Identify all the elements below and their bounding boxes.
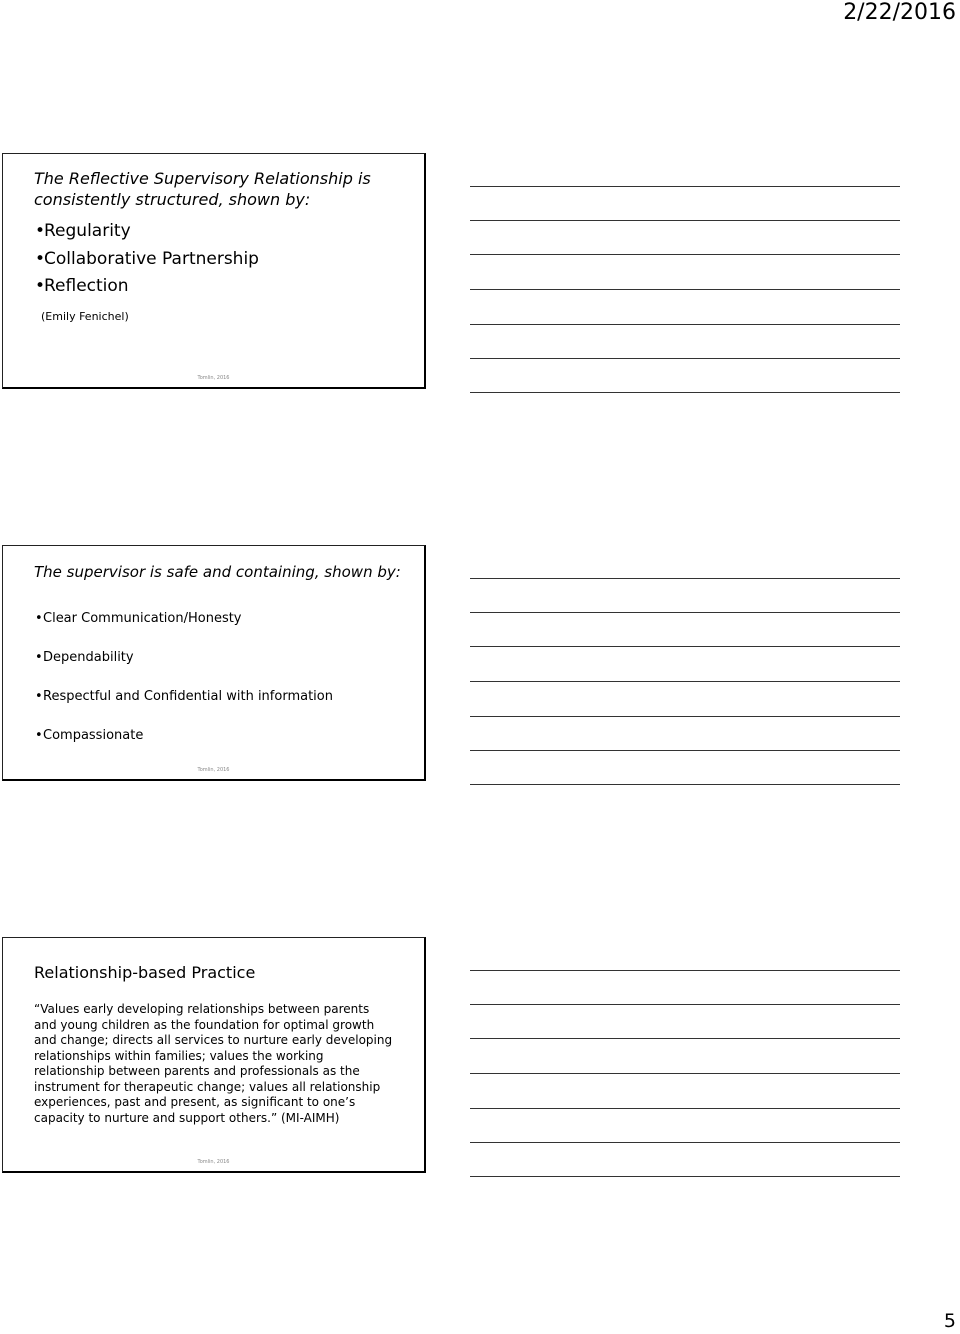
- slide-1: [2, 153, 426, 389]
- slide-1-bullet-list: [35, 218, 259, 301]
- slide-3-title: Relationship-based Practice: [34, 963, 256, 982]
- slide-3-quote: “Values early developing relationships between parents and young children as the foundation for optimal growth and change; directs all services to nurture early developing relationships within families; values the working relationship between parents and professionals as the instrument for therapeutic change; values all relationship experiences, past and present, as significant to one’s capacity to nurture and support others.” (MI-AIMH): [34, 1002, 393, 1125]
- slide-2: [2, 545, 426, 781]
- slide-2-title: The supervisor is safe and containing, shown by:: [34, 563, 401, 581]
- list-item: • Clear Communication/Honesty: [35, 609, 333, 629]
- list-item: • Regularity: [35, 218, 259, 246]
- list-item: • Respectful and Confidential with information: [35, 687, 333, 707]
- list-item: • Collaborative Partnership: [35, 246, 259, 274]
- page-number: 5: [943, 1310, 956, 1332]
- slide-1-title: The Reflective Supervisory Relationship is consistently structured, shown by:: [34, 169, 371, 209]
- slide-3: [2, 937, 426, 1173]
- slide-3-footer: Tomlin, 2016: [197, 1159, 230, 1165]
- slide-1-footer: Tomlin, 2016: [197, 375, 230, 381]
- slide-2-bullet-list: [35, 609, 333, 765]
- list-item: • Reflection: [35, 273, 259, 301]
- slide-2-footer: Tomlin, 2016: [197, 767, 230, 773]
- slide-1-citation: (Emily Fenichel): [41, 310, 129, 323]
- date-header: 2/22/2016: [843, 0, 956, 25]
- list-item: • Compassionate: [35, 726, 333, 746]
- list-item: • Dependability: [35, 648, 333, 668]
